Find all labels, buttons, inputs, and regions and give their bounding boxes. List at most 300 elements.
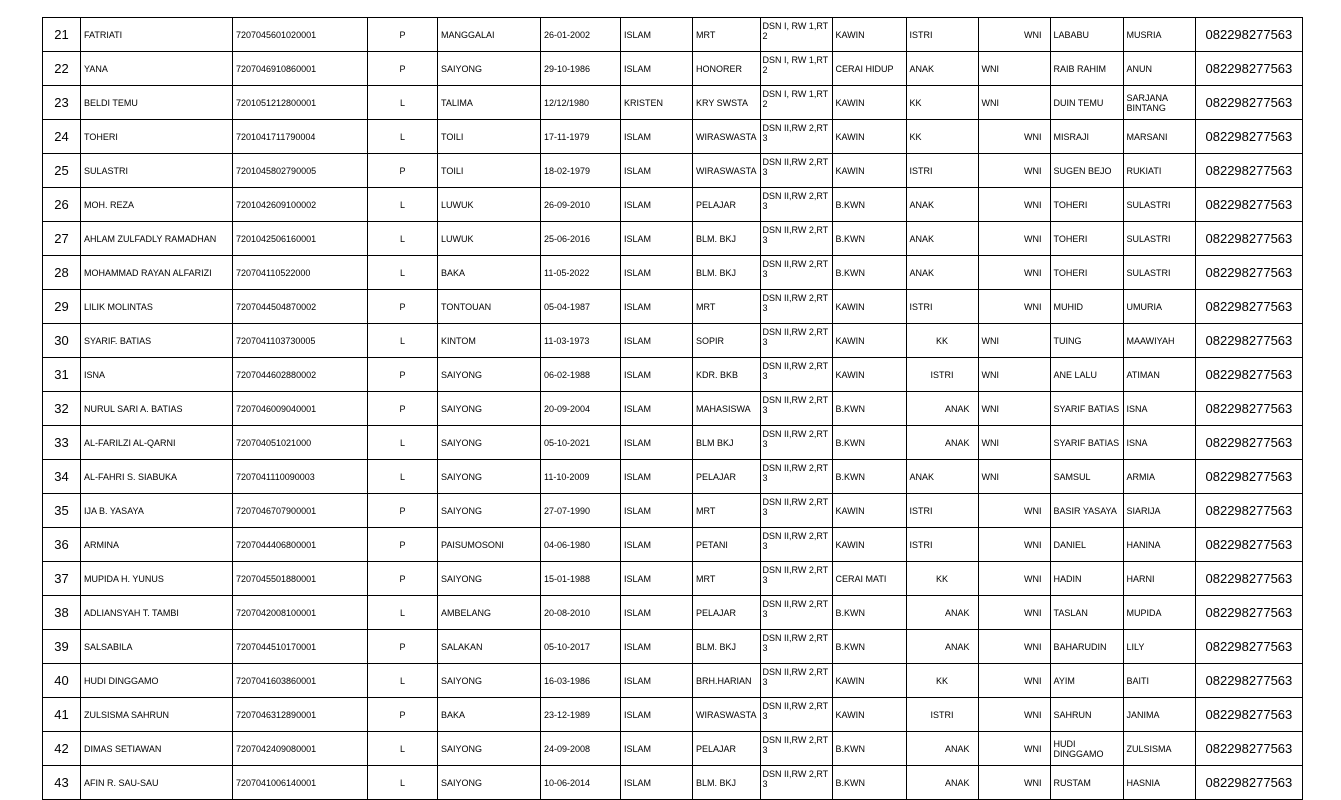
father-name-cell: RUSTAM (1050, 766, 1123, 800)
table-row (43, 630, 1303, 664)
marital-status-cell: KAWIN (832, 290, 906, 324)
marital-status-cell: KAWIN (832, 358, 906, 392)
mother-name-cell: LILY (1123, 630, 1195, 664)
birthdate-cell: 11-10-2009 (541, 460, 621, 494)
family-relation-cell: ANAK (906, 188, 978, 222)
father-name-cell: SUGEN BEJO (1050, 154, 1123, 188)
family-relation-cell: ISTRI (906, 18, 978, 52)
table-row (43, 392, 1303, 426)
occupation-cell: MRT (693, 494, 761, 528)
occupation-cell: SOPIR (693, 324, 761, 358)
birthdate-cell: 20-08-2010 (541, 596, 621, 630)
row-number-cell: 25 (43, 154, 81, 188)
marital-status-cell: B.KWN (832, 256, 906, 290)
marital-status-cell: B.KWN (832, 732, 906, 766)
marital-status-cell: B.KWN (832, 460, 906, 494)
row-number-cell: 23 (43, 86, 81, 120)
nik-cell: 720704110522000 (233, 256, 368, 290)
mother-name-cell: MUSRIA (1123, 18, 1195, 52)
phone-cell: 082298277563 (1195, 120, 1302, 154)
father-name-cell: BASIR YASAYA (1050, 494, 1123, 528)
mother-name-cell: UMURIA (1123, 290, 1195, 324)
citizenship-cell: WNI (978, 664, 1050, 698)
occupation-cell: MRT (693, 18, 761, 52)
citizenship-cell: WNI (978, 256, 1050, 290)
citizenship-cell: WNI (978, 596, 1050, 630)
marital-status-cell: CERAI MATI (832, 562, 906, 596)
phone-cell: 082298277563 (1195, 562, 1302, 596)
sex-cell: L (368, 86, 438, 120)
table-row (43, 596, 1303, 630)
table-row (43, 222, 1303, 256)
phone-cell: 082298277563 (1195, 86, 1302, 120)
birthplace-cell: TOILI (438, 120, 541, 154)
name-cell: YANA (81, 52, 233, 86)
table-row (43, 766, 1303, 800)
address-cell: DSN II,RW 2,RT 3 (760, 528, 832, 562)
citizenship-cell: WNI (978, 358, 1050, 392)
sex-cell: L (368, 256, 438, 290)
marital-status-cell: KAWIN (832, 494, 906, 528)
birthplace-cell: LUWUK (438, 188, 541, 222)
phone-cell: 082298277563 (1195, 290, 1302, 324)
marital-status-cell: KAWIN (832, 86, 906, 120)
citizenship-cell: WNI (978, 494, 1050, 528)
nik-cell: 7207046009040001 (233, 392, 368, 426)
address-cell: DSN II,RW 2,RT 3 (760, 562, 832, 596)
sex-cell: L (368, 664, 438, 698)
birthdate-cell: 05-10-2021 (541, 426, 621, 460)
birthplace-cell: LUWUK (438, 222, 541, 256)
father-name-cell: HUDI DINGGAMO (1050, 732, 1123, 766)
address-cell: DSN II,RW 2,RT 3 (760, 766, 832, 800)
row-number-cell: 38 (43, 596, 81, 630)
address-cell: DSN I, RW 1,RT 2 (760, 52, 832, 86)
birthdate-cell: 05-10-2017 (541, 630, 621, 664)
sex-cell: P (368, 358, 438, 392)
father-name-cell: TOHERI (1050, 256, 1123, 290)
family-relation-cell: ISTRI (906, 154, 978, 188)
sex-cell: P (368, 698, 438, 732)
table-row (43, 562, 1303, 596)
name-cell: SYARIF. BATIAS (81, 324, 233, 358)
row-number-cell: 43 (43, 766, 81, 800)
row-number-cell: 28 (43, 256, 81, 290)
sex-cell: L (368, 222, 438, 256)
sex-cell: L (368, 324, 438, 358)
mother-name-cell: JANIMA (1123, 698, 1195, 732)
religion-cell: ISLAM (621, 494, 693, 528)
sex-cell: P (368, 630, 438, 664)
citizenship-cell: WNI (978, 154, 1050, 188)
address-cell: DSN II,RW 2,RT 3 (760, 188, 832, 222)
row-number-cell: 30 (43, 324, 81, 358)
mother-name-cell: MARSANI (1123, 120, 1195, 154)
family-relation-cell: ANAK (906, 630, 978, 664)
phone-cell: 082298277563 (1195, 630, 1302, 664)
sex-cell: P (368, 562, 438, 596)
phone-cell: 082298277563 (1195, 698, 1302, 732)
table-row (43, 52, 1303, 86)
father-name-cell: SYARIF BATIAS (1050, 392, 1123, 426)
occupation-cell: MAHASISWA (693, 392, 761, 426)
mother-name-cell: SIARIJA (1123, 494, 1195, 528)
address-cell: DSN II,RW 2,RT 3 (760, 596, 832, 630)
family-relation-cell: ANAK (906, 426, 978, 460)
nik-cell: 7207042008100001 (233, 596, 368, 630)
birthdate-cell: 11-05-2022 (541, 256, 621, 290)
phone-cell: 082298277563 (1195, 18, 1302, 52)
address-cell: DSN II,RW 2,RT 3 (760, 324, 832, 358)
row-number-cell: 29 (43, 290, 81, 324)
birthdate-cell: 06-02-1988 (541, 358, 621, 392)
address-cell: DSN II,RW 2,RT 3 (760, 460, 832, 494)
sex-cell: L (368, 732, 438, 766)
table-body (43, 18, 1303, 800)
occupation-cell: KDR. BKB (693, 358, 761, 392)
table-row (43, 256, 1303, 290)
phone-cell: 082298277563 (1195, 494, 1302, 528)
sex-cell: L (368, 766, 438, 800)
sex-cell: P (368, 18, 438, 52)
occupation-cell: WIRASWASTA (693, 120, 761, 154)
marital-status-cell: B.KWN (832, 766, 906, 800)
father-name-cell: SAHRUN (1050, 698, 1123, 732)
birthplace-cell: TALIMA (438, 86, 541, 120)
occupation-cell: BLM. BKJ (693, 766, 761, 800)
birthplace-cell: PAISUMOSONI (438, 528, 541, 562)
table-row (43, 494, 1303, 528)
father-name-cell: MUHID (1050, 290, 1123, 324)
father-name-cell: SAMSUL (1050, 460, 1123, 494)
birthplace-cell: KINTOM (438, 324, 541, 358)
mother-name-cell: BAITI (1123, 664, 1195, 698)
birthdate-cell: 10-06-2014 (541, 766, 621, 800)
citizenship-cell: WNI (978, 188, 1050, 222)
religion-cell: ISLAM (621, 154, 693, 188)
sex-cell: P (368, 392, 438, 426)
birthdate-cell: 12/12/1980 (541, 86, 621, 120)
table-row (43, 86, 1303, 120)
marital-status-cell: B.KWN (832, 188, 906, 222)
occupation-cell: PELAJAR (693, 188, 761, 222)
nik-cell: 7201042506160001 (233, 222, 368, 256)
table-row (43, 426, 1303, 460)
nik-cell: 7207041603860001 (233, 664, 368, 698)
address-cell: DSN I, RW 1,RT 2 (760, 86, 832, 120)
sex-cell: P (368, 528, 438, 562)
citizenship-cell: WNI (978, 120, 1050, 154)
address-cell: DSN II,RW 2,RT 3 (760, 698, 832, 732)
row-number-cell: 21 (43, 18, 81, 52)
citizenship-cell: WNI (978, 290, 1050, 324)
father-name-cell: TASLAN (1050, 596, 1123, 630)
occupation-cell: MRT (693, 562, 761, 596)
religion-cell: ISLAM (621, 528, 693, 562)
father-name-cell: RAIB RAHIM (1050, 52, 1123, 86)
father-name-cell: TOHERI (1050, 222, 1123, 256)
name-cell: BELDI TEMU (81, 86, 233, 120)
mother-name-cell: ARMIA (1123, 460, 1195, 494)
phone-cell: 082298277563 (1195, 732, 1302, 766)
phone-cell: 082298277563 (1195, 596, 1302, 630)
marital-status-cell: B.KWN (832, 596, 906, 630)
birthplace-cell: SAIYONG (438, 460, 541, 494)
occupation-cell: BLM. BKJ (693, 630, 761, 664)
nik-cell: 7207044602880002 (233, 358, 368, 392)
family-relation-cell: ANAK (906, 392, 978, 426)
phone-cell: 082298277563 (1195, 766, 1302, 800)
citizenship-cell: WNI (978, 732, 1050, 766)
father-name-cell: LABABU (1050, 18, 1123, 52)
birthdate-cell: 25-06-2016 (541, 222, 621, 256)
mother-name-cell: SARJANA BINTANG (1123, 86, 1195, 120)
citizenship-cell: WNI (978, 52, 1050, 86)
resident-table (42, 17, 1303, 800)
nik-cell: 7207041006140001 (233, 766, 368, 800)
birthdate-cell: 17-11-1979 (541, 120, 621, 154)
address-cell: DSN II,RW 2,RT 3 (760, 358, 832, 392)
nik-cell: 7207045601020001 (233, 18, 368, 52)
religion-cell: ISLAM (621, 732, 693, 766)
name-cell: SULASTRI (81, 154, 233, 188)
marital-status-cell: B.KWN (832, 630, 906, 664)
sex-cell: L (368, 596, 438, 630)
citizenship-cell: WNI (978, 222, 1050, 256)
occupation-cell: BRH.HARIAN (693, 664, 761, 698)
name-cell: SALSABILA (81, 630, 233, 664)
row-number-cell: 41 (43, 698, 81, 732)
row-number-cell: 24 (43, 120, 81, 154)
birthplace-cell: SAIYONG (438, 664, 541, 698)
birthplace-cell: SAIYONG (438, 732, 541, 766)
marital-status-cell: KAWIN (832, 324, 906, 358)
birthplace-cell: BAKA (438, 698, 541, 732)
row-number-cell: 42 (43, 732, 81, 766)
nik-cell: 7207041110090003 (233, 460, 368, 494)
father-name-cell: TOHERI (1050, 188, 1123, 222)
phone-cell: 082298277563 (1195, 154, 1302, 188)
birthplace-cell: SALAKAN (438, 630, 541, 664)
father-name-cell: HADIN (1050, 562, 1123, 596)
nik-cell: 720704051021000 (233, 426, 368, 460)
mother-name-cell: MAAWIYAH (1123, 324, 1195, 358)
birthplace-cell: SAIYONG (438, 358, 541, 392)
table-row (43, 664, 1303, 698)
marital-status-cell: CERAI HIDUP (832, 52, 906, 86)
religion-cell: ISLAM (621, 290, 693, 324)
religion-cell: ISLAM (621, 392, 693, 426)
row-number-cell: 35 (43, 494, 81, 528)
mother-name-cell: HASNIA (1123, 766, 1195, 800)
religion-cell: ISLAM (621, 562, 693, 596)
address-cell: DSN II,RW 2,RT 3 (760, 222, 832, 256)
family-relation-cell: ANAK (906, 256, 978, 290)
religion-cell: ISLAM (621, 188, 693, 222)
occupation-cell: PELAJAR (693, 460, 761, 494)
mother-name-cell: HANINA (1123, 528, 1195, 562)
nik-cell: 7207046707900001 (233, 494, 368, 528)
row-number-cell: 22 (43, 52, 81, 86)
religion-cell: ISLAM (621, 222, 693, 256)
religion-cell: ISLAM (621, 324, 693, 358)
phone-cell: 082298277563 (1195, 222, 1302, 256)
phone-cell: 082298277563 (1195, 188, 1302, 222)
religion-cell: KRISTEN (621, 86, 693, 120)
family-relation-cell: ISTRI (906, 494, 978, 528)
mother-name-cell: ISNA (1123, 426, 1195, 460)
address-cell: DSN I, RW 1,RT 2 (760, 18, 832, 52)
occupation-cell: KRY SWSTA (693, 86, 761, 120)
row-number-cell: 34 (43, 460, 81, 494)
birthdate-cell: 24-09-2008 (541, 732, 621, 766)
religion-cell: ISLAM (621, 596, 693, 630)
citizenship-cell: WNI (978, 766, 1050, 800)
table-row (43, 188, 1303, 222)
nik-cell: 7207044406800001 (233, 528, 368, 562)
religion-cell: ISLAM (621, 358, 693, 392)
nik-cell: 7207046312890001 (233, 698, 368, 732)
phone-cell: 082298277563 (1195, 358, 1302, 392)
nik-cell: 7201042609100002 (233, 188, 368, 222)
table-row (43, 324, 1303, 358)
address-cell: DSN II,RW 2,RT 3 (760, 256, 832, 290)
sex-cell: P (368, 52, 438, 86)
occupation-cell: BLM. BKJ (693, 256, 761, 290)
family-relation-cell: ANAK (906, 596, 978, 630)
marital-status-cell: KAWIN (832, 698, 906, 732)
sex-cell: L (368, 188, 438, 222)
birthdate-cell: 16-03-1986 (541, 664, 621, 698)
birthplace-cell: SAIYONG (438, 392, 541, 426)
phone-cell: 082298277563 (1195, 324, 1302, 358)
religion-cell: ISLAM (621, 460, 693, 494)
nik-cell: 7207044510170001 (233, 630, 368, 664)
family-relation-cell: ISTRI (906, 528, 978, 562)
family-relation-cell: ANAK (906, 222, 978, 256)
family-relation-cell: KK (906, 86, 978, 120)
marital-status-cell: B.KWN (832, 426, 906, 460)
family-relation-cell: ANAK (906, 732, 978, 766)
occupation-cell: WIRASWASTA (693, 154, 761, 188)
family-relation-cell: ISTRI (906, 290, 978, 324)
row-number-cell: 39 (43, 630, 81, 664)
family-relation-cell: ANAK (906, 460, 978, 494)
birthdate-cell: 29-10-1986 (541, 52, 621, 86)
name-cell: MOHAMMAD RAYAN ALFARIZI (81, 256, 233, 290)
mother-name-cell: ISNA (1123, 392, 1195, 426)
mother-name-cell: ATIMAN (1123, 358, 1195, 392)
citizenship-cell: WNI (978, 562, 1050, 596)
birthplace-cell: AMBELANG (438, 596, 541, 630)
name-cell: TOHERI (81, 120, 233, 154)
citizenship-cell: WNI (978, 324, 1050, 358)
phone-cell: 082298277563 (1195, 460, 1302, 494)
marital-status-cell: B.KWN (832, 392, 906, 426)
father-name-cell: BAHARUDIN (1050, 630, 1123, 664)
marital-status-cell: KAWIN (832, 528, 906, 562)
name-cell: LILIK MOLINTAS (81, 290, 233, 324)
birthdate-cell: 18-02-1979 (541, 154, 621, 188)
citizenship-cell: WNI (978, 528, 1050, 562)
father-name-cell: SYARIF BATIAS (1050, 426, 1123, 460)
religion-cell: ISLAM (621, 256, 693, 290)
name-cell: ADLIANSYAH T. TAMBI (81, 596, 233, 630)
occupation-cell: PELAJAR (693, 596, 761, 630)
marital-status-cell: KAWIN (832, 18, 906, 52)
marital-status-cell: KAWIN (832, 154, 906, 188)
citizenship-cell: WNI (978, 630, 1050, 664)
family-relation-cell: KK (906, 664, 978, 698)
birthdate-cell: 11-03-1973 (541, 324, 621, 358)
mother-name-cell: SULASTRI (1123, 188, 1195, 222)
nik-cell: 7201051212800001 (233, 86, 368, 120)
marital-status-cell: B.KWN (832, 222, 906, 256)
nik-cell: 7201041711790004 (233, 120, 368, 154)
mother-name-cell: MUPIDA (1123, 596, 1195, 630)
address-cell: DSN II,RW 2,RT 3 (760, 494, 832, 528)
citizenship-cell: WNI (978, 460, 1050, 494)
address-cell: DSN II,RW 2,RT 3 (760, 732, 832, 766)
table-row (43, 460, 1303, 494)
birthdate-cell: 05-04-1987 (541, 290, 621, 324)
citizenship-cell: WNI (978, 86, 1050, 120)
name-cell: AHLAM ZULFADLY RAMADHAN (81, 222, 233, 256)
row-number-cell: 36 (43, 528, 81, 562)
address-cell: DSN II,RW 2,RT 3 (760, 630, 832, 664)
family-relation-cell: KK (906, 120, 978, 154)
name-cell: AL-FAHRI S. SIABUKA (81, 460, 233, 494)
religion-cell: ISLAM (621, 664, 693, 698)
family-relation-cell: ISTRI (906, 698, 978, 732)
birthplace-cell: TOILI (438, 154, 541, 188)
birthplace-cell: MANGGALAI (438, 18, 541, 52)
name-cell: ARMINA (81, 528, 233, 562)
family-relation-cell: KK (906, 324, 978, 358)
birthplace-cell: SAIYONG (438, 494, 541, 528)
table-row (43, 290, 1303, 324)
marital-status-cell: KAWIN (832, 664, 906, 698)
phone-cell: 082298277563 (1195, 256, 1302, 290)
phone-cell: 082298277563 (1195, 664, 1302, 698)
phone-cell: 082298277563 (1195, 426, 1302, 460)
address-cell: DSN II,RW 2,RT 3 (760, 120, 832, 154)
father-name-cell: TUING (1050, 324, 1123, 358)
address-cell: DSN II,RW 2,RT 3 (760, 664, 832, 698)
occupation-cell: PELAJAR (693, 732, 761, 766)
table-row (43, 154, 1303, 188)
citizenship-cell: WNI (978, 426, 1050, 460)
table-row (43, 528, 1303, 562)
name-cell: MUPIDA H. YUNUS (81, 562, 233, 596)
birthdate-cell: 26-01-2002 (541, 18, 621, 52)
name-cell: IJA B. YASAYA (81, 494, 233, 528)
family-relation-cell: ANAK (906, 52, 978, 86)
religion-cell: ISLAM (621, 698, 693, 732)
table-row (43, 358, 1303, 392)
mother-name-cell: HARNI (1123, 562, 1195, 596)
sex-cell: P (368, 154, 438, 188)
row-number-cell: 33 (43, 426, 81, 460)
address-cell: DSN II,RW 2,RT 3 (760, 392, 832, 426)
citizenship-cell: WNI (978, 392, 1050, 426)
name-cell: MOH. REZA (81, 188, 233, 222)
nik-cell: 7207045501880001 (233, 562, 368, 596)
birthplace-cell: SAIYONG (438, 562, 541, 596)
religion-cell: ISLAM (621, 52, 693, 86)
name-cell: FATRIATI (81, 18, 233, 52)
nik-cell: 7201045802790005 (233, 154, 368, 188)
